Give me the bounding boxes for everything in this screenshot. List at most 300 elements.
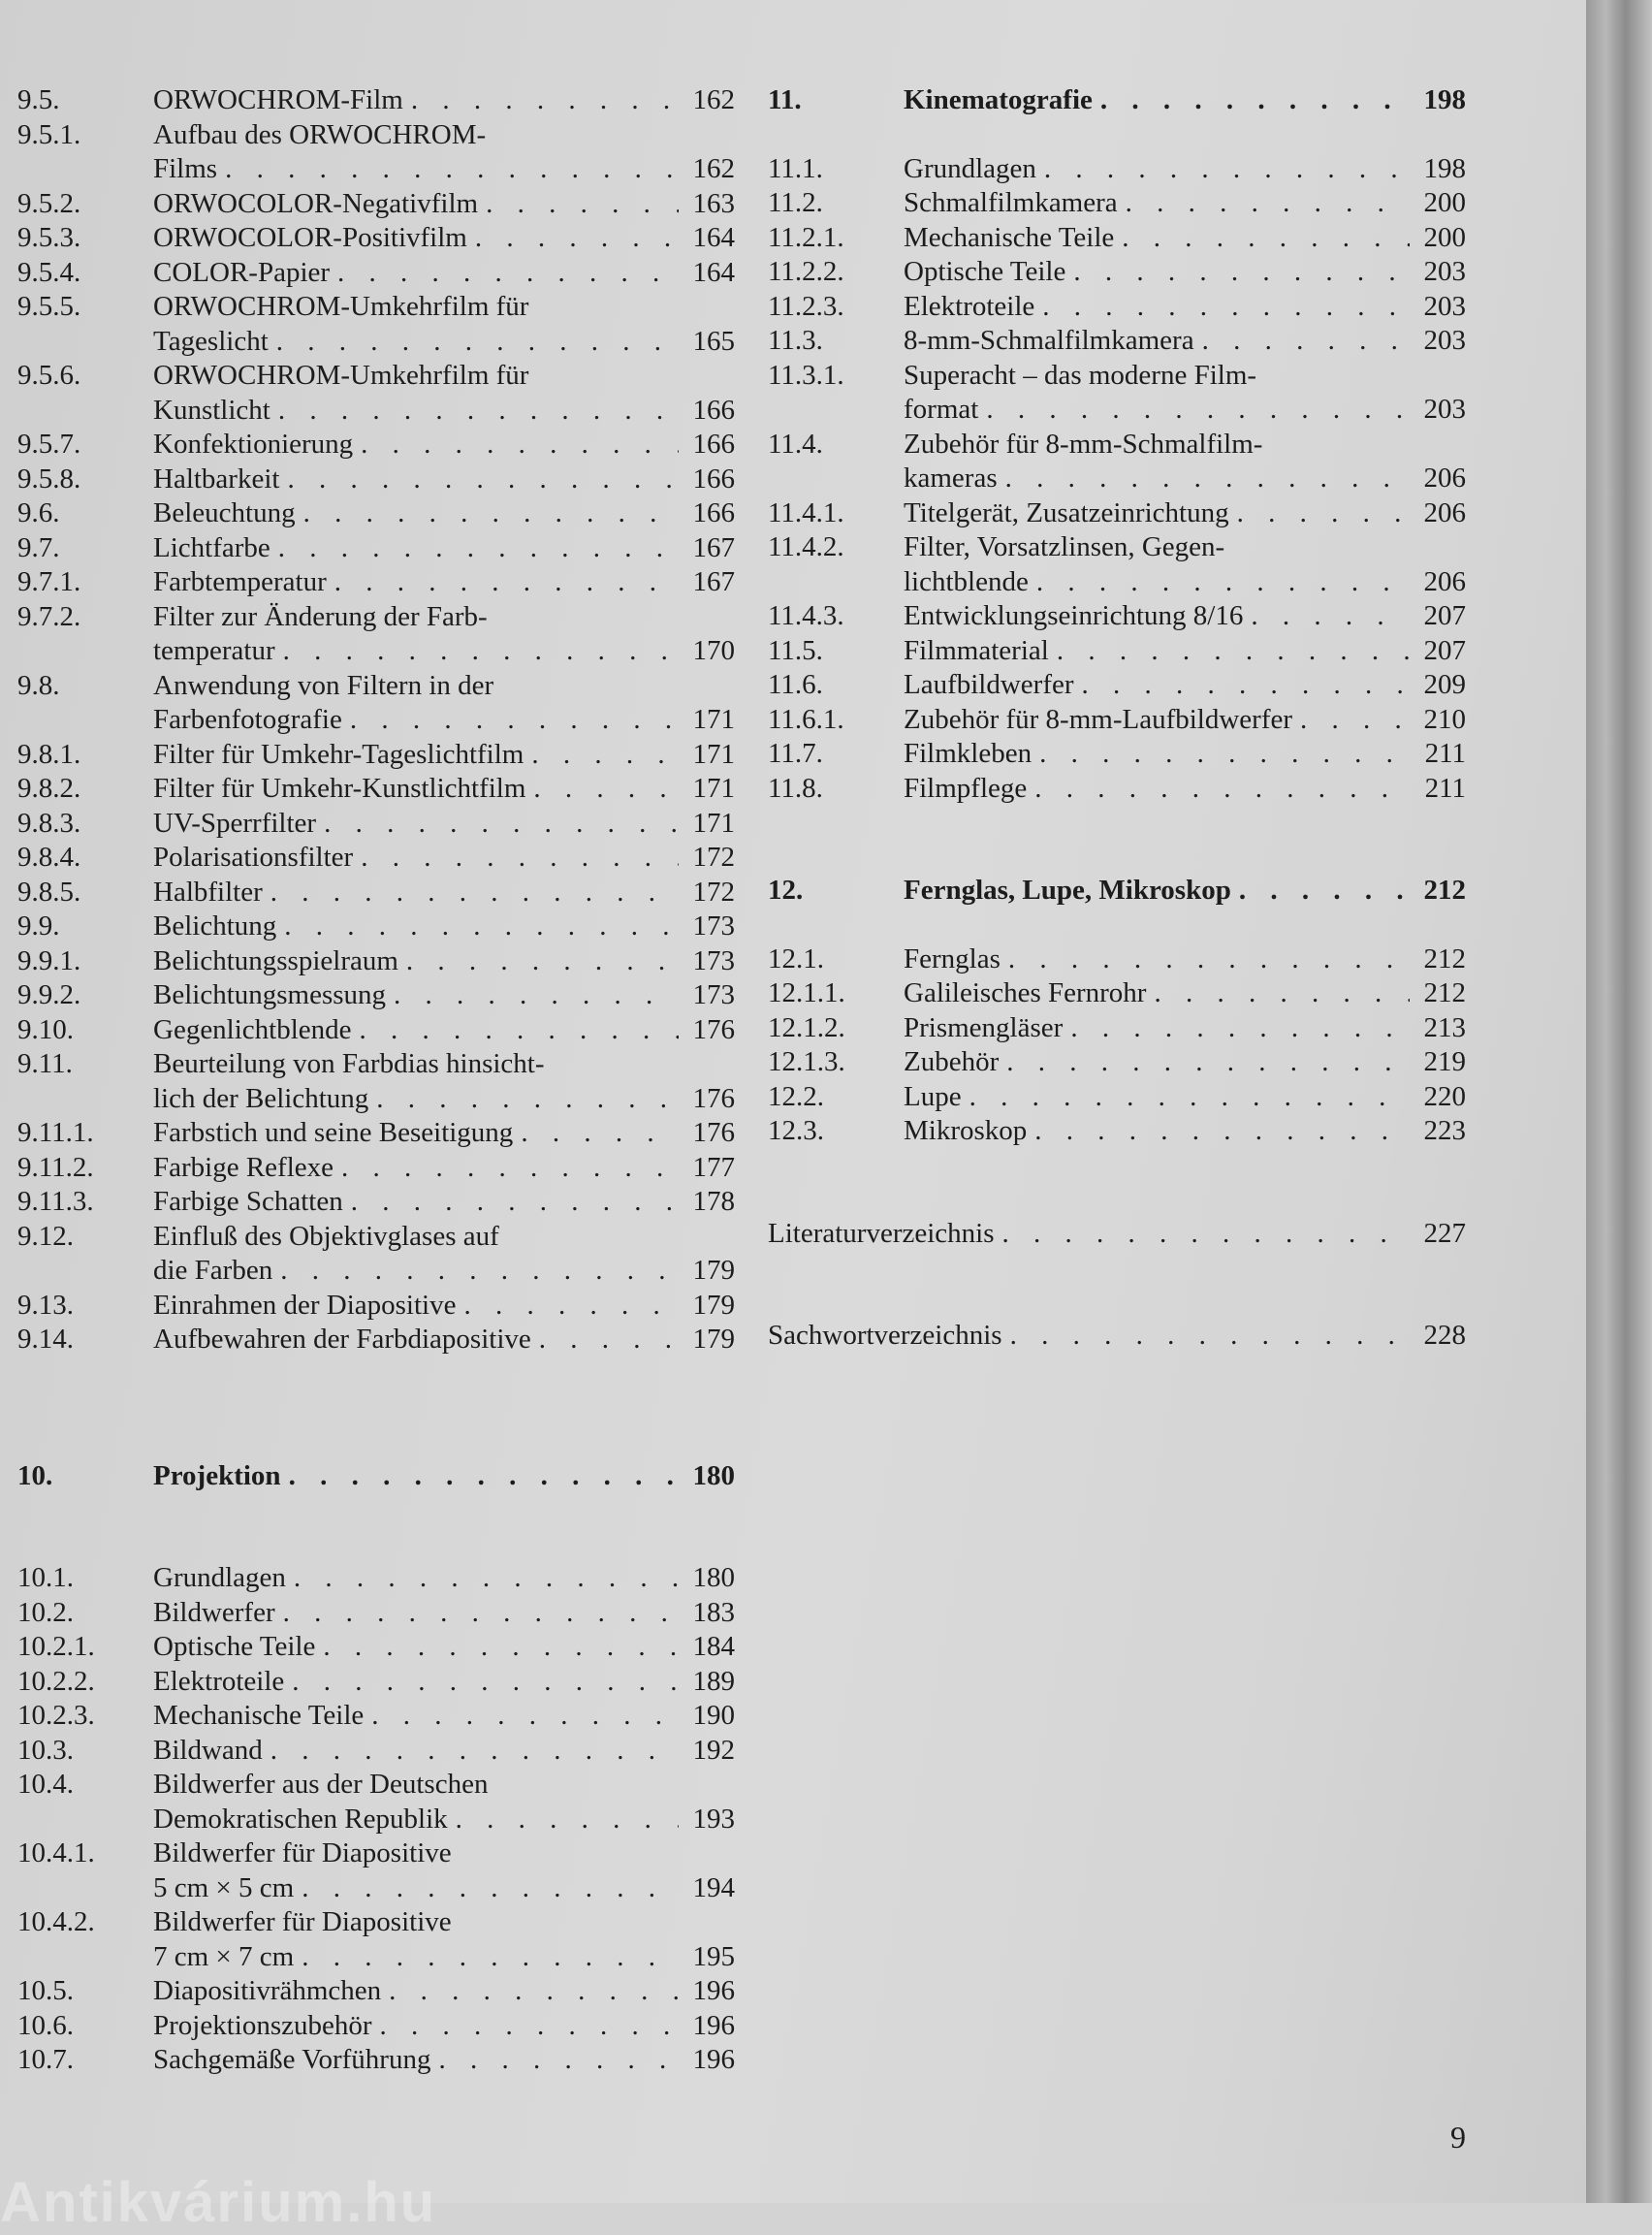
toc-page-number: 211 <box>1424 738 1466 769</box>
toc-entry <box>17 463 735 497</box>
toc-title: Filter zur Änderung der Farb- <box>153 600 488 632</box>
toc-section-number: 11.4.2. <box>768 531 844 562</box>
toc-entry <box>768 496 1466 531</box>
dot-leader <box>456 1289 679 1324</box>
toc-title: Haltbarkeit <box>153 463 280 495</box>
toc-title: Polarisationsfilter <box>153 842 354 873</box>
toc-page-number: 162 <box>692 84 735 115</box>
dot-leader <box>368 1082 679 1117</box>
toc-title: Belichtungsmessung <box>153 979 387 1010</box>
toc-title: Laufbildwerfer <box>904 669 1074 700</box>
toc-entry <box>17 807 735 842</box>
dot-leader <box>1002 1319 1410 1354</box>
dot-leader <box>1146 976 1410 1011</box>
toc-entry <box>17 1803 735 1837</box>
toc-title: Sachwortverzeichnis <box>768 1320 1002 1351</box>
toc-section-number: 10. <box>17 1459 53 1491</box>
toc-entry <box>17 703 735 738</box>
toc-page-number: 173 <box>692 910 735 942</box>
toc-entry <box>768 186 1466 221</box>
toc-title: Prismengläser <box>904 1011 1064 1043</box>
toc-page-number: 176 <box>692 1117 735 1148</box>
toc-entry <box>768 428 1466 463</box>
toc-section-number: 11.2.2. <box>768 256 844 287</box>
dot-leader <box>327 565 679 600</box>
toc-title: 7 cm × 7 cm <box>153 1940 295 1972</box>
section-spacer <box>768 909 1466 942</box>
toc-section-number: 9.7.1. <box>17 566 81 597</box>
toc-page-number: 176 <box>692 1013 735 1045</box>
section-spacer <box>768 1149 1466 1217</box>
toc-title: Einrahmen der Diapositive <box>153 1289 457 1321</box>
dot-leader <box>467 221 679 256</box>
dot-leader <box>1231 874 1410 909</box>
toc-section-number: 12.1.2. <box>768 1011 845 1043</box>
toc-page-number: 179 <box>692 1255 735 1286</box>
dot-leader <box>342 703 679 738</box>
toc-entry <box>17 1836 735 1871</box>
toc-title: Anwendung von Filtern in der <box>153 669 494 701</box>
toc-section-number: 10.5. <box>17 1975 74 2006</box>
toc-section-number: 12.1. <box>768 942 824 974</box>
dot-leader <box>270 394 679 429</box>
toc-title: Aufbewahren der Farbdiapositive <box>153 1324 531 1355</box>
toc-section-number: 12.2. <box>768 1080 824 1112</box>
toc-entry <box>17 1596 735 1631</box>
toc-entry <box>17 1940 735 1975</box>
toc-entry <box>768 1114 1466 1149</box>
toc-page-number: 220 <box>1423 1080 1466 1112</box>
toc-section-number: 10.4. <box>17 1769 74 1800</box>
toc-entry <box>17 669 735 704</box>
toc-section-number: 9.14. <box>17 1324 74 1355</box>
toc-section-number: 9.5.3. <box>17 222 81 253</box>
toc-entry <box>768 565 1466 600</box>
toc-title: Farbtemperatur <box>153 566 327 597</box>
toc-entry <box>17 978 735 1013</box>
toc-entry <box>768 152 1466 187</box>
toc-title: Optische Teile <box>153 1631 316 1662</box>
toc-page-number: 203 <box>1423 394 1466 425</box>
toc-entry <box>17 1047 735 1082</box>
toc-entry <box>17 1905 735 1940</box>
toc-entry <box>17 1699 735 1734</box>
toc-entry <box>17 1289 735 1324</box>
toc-title: Elektroteile <box>904 290 1035 322</box>
toc-page-number: 180 <box>692 1562 735 1593</box>
toc-entry <box>768 324 1466 359</box>
toc-title: Filter für Umkehr-Kunstlichtfilm <box>153 773 526 804</box>
toc-entry <box>17 910 735 944</box>
dot-leader <box>294 1871 679 1906</box>
toc-title: 5 cm × 5 cm <box>153 1871 295 1903</box>
dot-leader <box>1036 152 1410 187</box>
toc-title: COLOR-Papier <box>153 256 331 288</box>
toc-page-number: 223 <box>1423 1115 1466 1146</box>
toc-page-number: 179 <box>692 1289 735 1321</box>
toc-title: UV-Sperrfilter <box>153 807 317 839</box>
toc-entry <box>17 1768 735 1803</box>
toc-title: Bildwerfer <box>153 1596 275 1628</box>
toc-title: Bildwerfer für Diapositive <box>153 1837 452 1868</box>
toc-title: Grundlagen <box>153 1562 286 1593</box>
toc-page-number: 212 <box>1423 875 1466 906</box>
toc-title: Aufbau des ORWOCHROM- <box>153 118 487 150</box>
toc-entry <box>768 599 1466 634</box>
toc-entry <box>768 634 1466 669</box>
toc-section-number: 9.9. <box>17 910 60 942</box>
toc-title: lich der Belichtung <box>153 1082 369 1114</box>
dot-leader <box>286 1561 679 1596</box>
toc-section-number: 11.6. <box>768 669 823 700</box>
dot-leader <box>1194 324 1410 359</box>
toc-title: Kunstlicht <box>153 394 270 426</box>
toc-title: Filter für Umkehr-Tageslichtfilm <box>153 738 524 770</box>
toc-title: Lupe <box>904 1080 962 1112</box>
dot-leader <box>403 83 679 118</box>
toc-page-number: 198 <box>1423 84 1466 115</box>
toc-entry <box>17 738 735 773</box>
toc-page-number: 166 <box>692 497 735 528</box>
toc-section-number: 11.4.1. <box>768 496 844 528</box>
toc-title: Demokratischen Republik <box>153 1803 448 1835</box>
toc-page-number: 164 <box>692 256 735 288</box>
toc-section-number: 11.1. <box>768 152 823 184</box>
toc-section-number: 9.5.7. <box>17 429 81 460</box>
dot-leader <box>270 531 679 566</box>
dot-leader <box>1292 703 1410 738</box>
toc-page-number: 207 <box>1423 634 1466 666</box>
dot-leader <box>330 256 679 291</box>
toc-entry <box>17 290 735 325</box>
toc-title: Gegenlichtblende <box>153 1013 352 1045</box>
dot-leader <box>1093 83 1410 118</box>
toc-entry <box>768 772 1466 807</box>
toc-section-number: 9.7. <box>17 531 60 563</box>
toc-section-number: 9.9.2. <box>17 979 81 1010</box>
toc-title: Farbige Reflexe <box>153 1151 334 1183</box>
toc-entry <box>768 462 1466 496</box>
dot-leader <box>1074 668 1410 703</box>
toc-title: Projektion <box>153 1459 281 1491</box>
toc-section-number: 9.8.4. <box>17 842 81 873</box>
toc-title: Schmalfilmkamera <box>904 187 1118 218</box>
toc-section-number: 9.13. <box>17 1289 74 1321</box>
dot-leader <box>1243 599 1410 634</box>
toc-page-number: 167 <box>692 531 735 563</box>
toc-section-number: 9.7.2. <box>17 600 81 632</box>
toc-entry <box>17 565 735 600</box>
dot-leader <box>279 463 679 497</box>
dot-leader <box>448 1803 679 1837</box>
dot-leader <box>995 1217 1411 1252</box>
toc-section-number: 11.7. <box>768 738 823 769</box>
toc-entry <box>17 1116 735 1151</box>
dot-leader <box>316 807 679 842</box>
toc-section-number: 9.5.6. <box>17 360 81 391</box>
toc-title: Mechanische Teile <box>904 221 1115 253</box>
toc-page-number: 176 <box>692 1082 735 1114</box>
toc-entry <box>17 1013 735 1048</box>
dot-leader <box>276 910 679 944</box>
toc-page-number: 196 <box>692 2009 735 2041</box>
toc-entry <box>17 256 735 291</box>
toc-page-number: 167 <box>692 566 735 597</box>
toc-entry <box>17 1082 735 1117</box>
toc-entry <box>768 290 1466 325</box>
toc-chapter-heading <box>17 1459 735 1494</box>
toc-title: Bildwand <box>153 1734 263 1766</box>
toc-section-number: 12.3. <box>768 1115 824 1146</box>
toc-entry <box>17 118 735 153</box>
toc-entry <box>17 2043 735 2078</box>
toc-title: ORWOCOLOR-Negativfilm <box>153 187 479 219</box>
dot-leader <box>1063 1011 1410 1046</box>
toc-section-number: 9.9.1. <box>17 944 81 976</box>
dot-leader <box>1027 772 1410 807</box>
toc-section-number: 9.5.4. <box>17 256 81 288</box>
toc-entry <box>17 634 735 669</box>
toc-entry <box>17 1151 735 1186</box>
toc-title: Beleuchtung <box>153 497 296 528</box>
dot-leader <box>263 1734 679 1769</box>
toc-entry <box>17 1323 735 1357</box>
toc-entry <box>17 428 735 463</box>
toc-entry <box>768 942 1466 977</box>
section-spacer <box>768 806 1466 874</box>
toc-entry <box>768 976 1466 1011</box>
dot-leader <box>343 1185 679 1220</box>
toc-entry <box>768 1045 1466 1080</box>
dot-leader <box>352 1013 679 1048</box>
dot-leader <box>430 2043 679 2078</box>
toc-title: kameras <box>904 463 998 494</box>
toc-title: Projektionszubehör <box>153 2009 372 2041</box>
dot-leader <box>513 1116 679 1151</box>
toc-page-number: 192 <box>692 1734 735 1766</box>
dot-leader <box>525 772 679 807</box>
dot-leader <box>294 1940 679 1975</box>
dot-leader <box>275 634 679 669</box>
toc-page-number: 166 <box>692 463 735 495</box>
toc-page-number: 180 <box>692 1459 735 1491</box>
toc-page-number: 193 <box>692 1803 735 1835</box>
toc-page-number: 172 <box>692 842 735 873</box>
toc-page-number: 212 <box>1423 977 1466 1008</box>
toc-entry <box>17 772 735 807</box>
toc-entry <box>17 600 735 635</box>
toc-page-number: 227 <box>1423 1217 1466 1249</box>
toc-title: Fernglas, Lupe, Mikroskop <box>904 875 1231 906</box>
toc-entry <box>17 496 735 531</box>
toc-title: Beurteilung von Farbdias hinsicht- <box>153 1048 545 1079</box>
section-spacer <box>768 118 1466 152</box>
toc-section-number: 9.6. <box>17 497 60 528</box>
toc-title: ORWOCHROM-Umkehrfilm für <box>153 291 529 322</box>
toc-entry <box>768 668 1466 703</box>
toc-entry <box>17 1561 735 1596</box>
toc-page-number: 194 <box>692 1871 735 1903</box>
toc-entry <box>17 394 735 429</box>
dot-leader <box>381 1974 679 2009</box>
toc-entry <box>17 1871 735 1906</box>
toc-title: Halbfilter <box>153 876 263 908</box>
toc-page-number: 178 <box>692 1186 735 1217</box>
dot-leader <box>1027 1114 1410 1149</box>
toc-section-number: 10.3. <box>17 1734 74 1766</box>
toc-page-number: 195 <box>692 1940 735 1972</box>
dot-leader <box>315 1630 679 1665</box>
toc-section-number: 10.6. <box>17 2009 74 2041</box>
toc-page-number: 228 <box>1423 1320 1466 1351</box>
toc-entry <box>17 1185 735 1220</box>
toc-section-number: 11.5. <box>768 634 823 666</box>
toc-left-column <box>17 83 735 2078</box>
toc-section-number: 9.8. <box>17 669 60 701</box>
toc-page-number: 200 <box>1423 221 1466 253</box>
dot-leader <box>275 1596 679 1631</box>
section-spacer <box>17 1357 735 1459</box>
toc-entry <box>768 1319 1466 1354</box>
toc-section-number: 11.4.3. <box>768 600 844 631</box>
toc-page-number: 170 <box>692 635 735 666</box>
toc-page-number: 198 <box>1423 152 1466 184</box>
section-spacer <box>768 1251 1466 1319</box>
toc-section-number: 11.3. <box>768 325 823 356</box>
toc-page-number: 171 <box>692 773 735 804</box>
toc-entry <box>17 152 735 187</box>
dot-leader <box>217 152 679 187</box>
dot-leader <box>1065 255 1410 290</box>
section-spacer <box>17 1493 735 1561</box>
toc-title: Grundlagen <box>904 152 1036 184</box>
dot-leader <box>269 325 679 360</box>
toc-title: Konfektionierung <box>153 429 354 460</box>
dot-leader <box>364 1699 679 1734</box>
toc-page-number: 162 <box>692 153 735 184</box>
toc-entry <box>17 359 735 394</box>
dot-leader <box>978 393 1410 428</box>
toc-title: Filter, Vorsatzlinsen, Gegen- <box>904 531 1225 562</box>
toc-entry <box>768 1011 1466 1046</box>
toc-entry <box>17 841 735 876</box>
toc-page-number: 211 <box>1424 772 1466 804</box>
toc-section-number: 9.5. <box>17 84 60 115</box>
toc-title: Filmkleben <box>904 738 1032 769</box>
dot-leader <box>1029 565 1410 600</box>
toc-entry <box>768 221 1466 256</box>
toc-page-number: 203 <box>1423 256 1466 287</box>
toc-entry <box>17 187 735 222</box>
toc-entry <box>17 944 735 979</box>
toc-section-number: 11.2.1. <box>768 221 844 253</box>
toc-section-number: 11.3.1. <box>768 359 844 391</box>
dot-leader <box>1049 634 1410 669</box>
toc-title: Films <box>153 153 218 184</box>
toc-title: Farbstich und seine Beseitigung <box>153 1117 514 1148</box>
toc-title: Belichtung <box>153 910 277 942</box>
dot-leader <box>1034 290 1410 325</box>
toc-page-number: 173 <box>692 979 735 1010</box>
toc-title: Diapositivrähmchen <box>153 1975 382 2006</box>
toc-section-number: 9.5.5. <box>17 291 81 322</box>
toc-entry <box>768 359 1466 394</box>
toc-page-number: 184 <box>692 1631 735 1662</box>
toc-title: Superacht – das moderne Film- <box>904 359 1257 391</box>
toc-section-number: 9.11.3. <box>17 1186 94 1217</box>
toc-right-column <box>768 83 1466 1354</box>
toc-section-number: 9.8.1. <box>17 738 81 770</box>
dot-leader <box>334 1151 679 1186</box>
watermark: Antikvárium.hu <box>0 2171 437 2234</box>
toc-entry <box>17 83 735 118</box>
toc-entry <box>768 1217 1466 1252</box>
toc-title: Sachgemäße Vorführung <box>153 2044 431 2075</box>
toc-title: Filmpflege <box>904 772 1028 804</box>
toc-page-number: 164 <box>692 222 735 253</box>
toc-chapter-heading <box>768 874 1466 909</box>
dot-leader <box>353 841 679 876</box>
toc-entry <box>17 876 735 910</box>
toc-page-number: 166 <box>692 394 735 426</box>
toc-title: Belichtungsspielraum <box>153 944 398 976</box>
toc-page-number: 219 <box>1423 1046 1466 1077</box>
toc-page-number: 171 <box>692 738 735 770</box>
toc-title: Optische Teile <box>904 256 1066 287</box>
toc-title: Mechanische Teile <box>153 1700 365 1731</box>
toc-section-number: 9.11. <box>17 1048 73 1079</box>
page-number: 9 <box>1450 2120 1466 2155</box>
toc-page-number: 171 <box>692 807 735 839</box>
toc-title: Zubehör <box>904 1046 1000 1077</box>
toc-page-number: 183 <box>692 1596 735 1628</box>
toc-page-number: 203 <box>1423 290 1466 322</box>
toc-page-number: 213 <box>1423 1011 1466 1043</box>
toc-page-number: 196 <box>692 1975 735 2006</box>
toc-title: ORWOCHROM-Umkehrfilm für <box>153 360 529 391</box>
toc-page-number: 207 <box>1423 600 1466 631</box>
toc-section-number: 9.11.2. <box>17 1151 94 1183</box>
toc-section-number: 9.10. <box>17 1013 74 1045</box>
toc-section-number: 11. <box>768 84 802 115</box>
toc-entry <box>768 737 1466 772</box>
toc-page-number: 190 <box>692 1700 735 1731</box>
toc-entry <box>17 1734 735 1769</box>
toc-section-number: 9.5.1. <box>17 118 81 150</box>
toc-page-number: 189 <box>692 1665 735 1697</box>
toc-page-number: 212 <box>1423 942 1466 974</box>
toc-title: Zubehör für 8-mm-Laufbildwerfer <box>904 703 1293 735</box>
toc-page-number: 163 <box>692 187 735 219</box>
toc-chapter-heading <box>768 83 1466 118</box>
toc-page-number: 177 <box>692 1151 735 1183</box>
dot-leader <box>372 2009 679 2044</box>
dot-leader <box>386 978 679 1013</box>
dot-leader <box>478 187 679 222</box>
dot-leader <box>1001 942 1410 977</box>
toc-title: Elektroteile <box>153 1665 285 1697</box>
toc-title: Titelgerät, Zusatzeinrichtung <box>904 496 1229 528</box>
toc-section-number: 10.4.1. <box>17 1837 95 1868</box>
toc-entry <box>768 703 1466 738</box>
toc-section-number: 11.2. <box>768 187 823 218</box>
toc-page-number: 173 <box>692 944 735 976</box>
toc-entry <box>17 1254 735 1289</box>
dot-leader <box>398 944 679 979</box>
toc-page-number: 206 <box>1423 463 1466 494</box>
toc-section-number: 11.8. <box>768 772 823 804</box>
dot-leader <box>284 1665 679 1700</box>
